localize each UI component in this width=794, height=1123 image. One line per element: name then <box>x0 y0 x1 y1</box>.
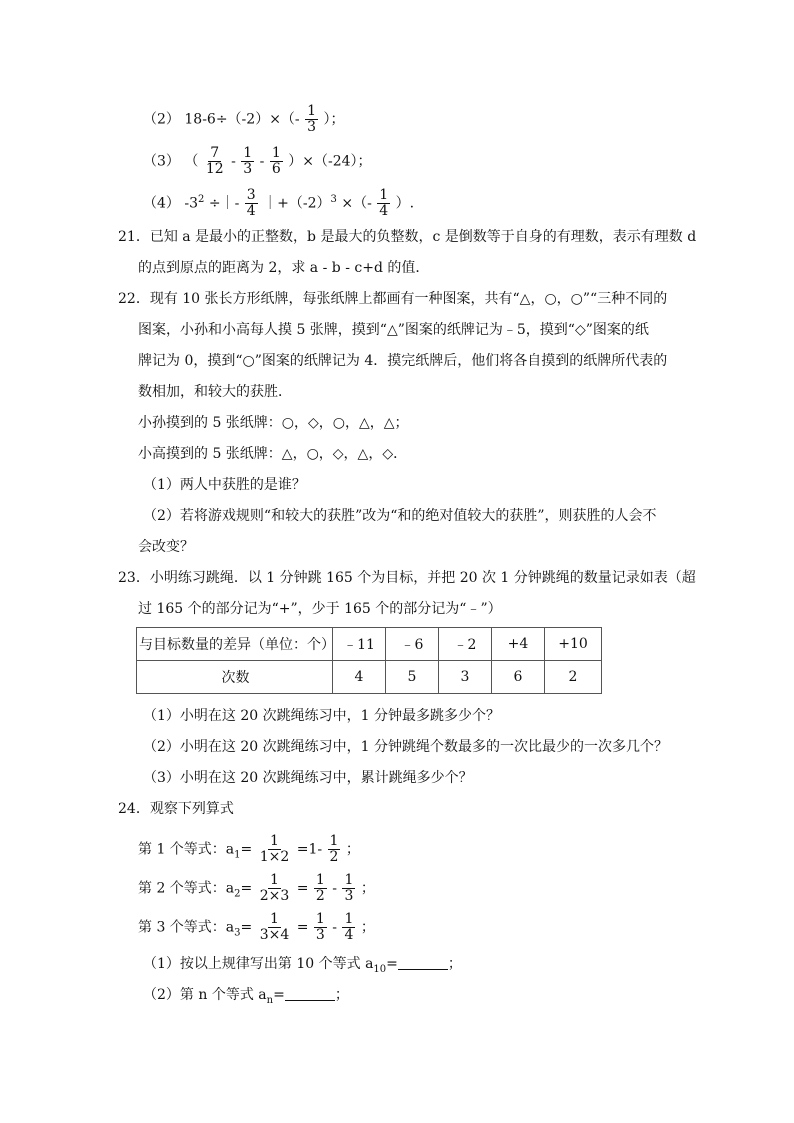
problem23-line2: 过 165 个的部分记为“+”，少于 165 个的部分记为“﹣”） <box>138 601 502 617</box>
problem24-equation3: 第 3 个等式：$a_3=$ $\frac{1}{3\times 4}$ = $\frac{1}{3}$ - $\frac{1}{4}$ ； <box>138 911 375 943</box>
fraction: $\frac{1}{2\times 3}$ <box>259 872 290 904</box>
problem22-line3: 牌记为 0，摸到“○”图案的纸牌记为 4．摸完纸牌后，他们将各自摸到的纸牌所代表的 <box>138 353 668 369</box>
problem22-line5: 小孙摸到的 5 张纸牌：○，◇，○，△，△； <box>138 415 409 431</box>
problem20-part3: （3） （ $\frac{7}{12}$ - $\frac{1}{3}$ - $\frac{1}{6}$ ）×（-24）； <box>143 145 372 177</box>
fraction: $\frac{1}{3}$ <box>307 103 317 135</box>
problem24-equation2: 第 2 个等式：$a_2=$ $\frac{1}{2\times 3}$ = $\frac{1}{2}$ - $\frac{1}{3}$ ； <box>138 872 375 904</box>
fraction: $\frac{1}{3}$ <box>344 872 354 904</box>
problem23-question2: （2）小明在这 20 次跳绳练习中，1 分钟跳绳个数最多的一次比最少的一次多几个？ <box>143 739 668 755</box>
fraction: $\frac{1}{1\times 2}$ <box>259 833 290 865</box>
table-row <box>137 628 602 661</box>
problem23-question1: （1）小明在这 20 次跳绳练习中，1 分钟最多跳多少个？ <box>143 708 500 724</box>
fraction: $\frac{1}{6}$ <box>271 145 281 177</box>
part-label: （3） <box>143 153 180 170</box>
table-cell: ﹣6 <box>386 628 439 661</box>
expression-text: 18-6÷（-2）×（- <box>184 111 300 128</box>
table-cell: ﹣11 <box>333 628 386 661</box>
problem22-line4: 数相加，和较大的获胜． <box>138 384 292 400</box>
fraction: $\frac{1}{4}$ <box>379 187 389 219</box>
answer-blank[interactable] <box>285 986 335 1001</box>
problem22-line1: 22．现有 10 张长方形纸牌，每张纸牌上都画有一种图案，共有“△，○，○”“三种不同的 <box>118 291 668 307</box>
fraction: $\frac{1}{3}$ <box>315 911 325 943</box>
part-label: （4） <box>143 195 180 212</box>
problem21-line1: 21．已知 a 是最小的正整数，b 是最大的负整数，c 是倒数等于自身的有理数，表示有理数 d <box>118 229 697 245</box>
fraction: $\frac{7}{12}$ <box>205 145 224 177</box>
table-cell: +10 <box>545 628 602 661</box>
problem22-line2: 图案，小孙和小高每人摸 5 张牌，摸到“△”图案的纸牌记为﹣5，摸到“◇”图案的纸 <box>138 322 649 338</box>
problem20-part4: （4） $-3^2$ ÷｜- $\frac{3}{4}$ $|+(-2)^3$ ×（- $\frac{1}{4}$ ）. <box>143 187 415 219</box>
problem22-question2: （2）若将游戏规则“和较大的获胜”改为“和的绝对值较大的获胜”，则获胜的人会不 <box>143 508 657 524</box>
fraction: $\frac{1}{2}$ <box>329 833 339 865</box>
problem20-part2 <box>143 104 344 135</box>
problem21-line2: 的点到原点的距离为 2，求 a - b - c+d 的值． <box>138 260 430 276</box>
table-cell: 4 <box>333 661 386 694</box>
table-cell: 6 <box>492 661 545 694</box>
fraction: $\frac{1}{2}$ <box>315 872 325 904</box>
fraction: $\frac{1}{3\times 4}$ <box>259 911 290 943</box>
problem22-question2-cont: 会改变？ <box>138 539 194 555</box>
problem24-title: 24．观察下列算式 <box>118 801 234 817</box>
answer-blank[interactable] <box>398 955 448 970</box>
table-header-cell: 与目标数量的差异（单位：个） <box>137 628 333 661</box>
table-cell: ﹣2 <box>439 628 492 661</box>
table-cell: 2 <box>545 661 602 694</box>
jump-rope-table <box>136 627 602 694</box>
table-cell: +4 <box>492 628 545 661</box>
problem24-question2: （2）第 n 个等式 $a_n=$ ； <box>143 987 349 1006</box>
problem24-question1: （1）按以上规律写出第 10 个等式 $a_{10}=$ ； <box>143 956 462 975</box>
part-label: （2） <box>143 111 180 128</box>
problem24-equation1: 第 1 个等式：$a_1=$ $\frac{1}{1\times 2}$ =1- $\frac{1}{2}$ ； <box>138 833 360 865</box>
table-cell: 5 <box>386 661 439 694</box>
table-header-cell: 次数 <box>137 661 333 694</box>
fraction: $\frac{3}{4}$ <box>246 187 256 219</box>
fraction: $\frac{1}{3}$ <box>243 145 253 177</box>
problem22-question1: （1）两人中获胜的是谁？ <box>143 477 306 493</box>
problem22-line6: 小高摸到的 5 张纸牌：△，○，◇，△，◇． <box>138 446 408 462</box>
expression-end: ）； <box>323 111 345 128</box>
problem23-line1: 23．小明练习跳绳．以 1 分钟跳 165 个为目标，并把 20 次 1 分钟跳绳的数量记录如表（超 <box>118 570 696 586</box>
table-cell: 3 <box>439 661 492 694</box>
fraction: $\frac{1}{4}$ <box>344 911 354 943</box>
problem23-question3: （3）小明在这 20 次跳绳练习中，累计跳绳多少个？ <box>143 770 473 786</box>
table-row <box>137 661 602 694</box>
